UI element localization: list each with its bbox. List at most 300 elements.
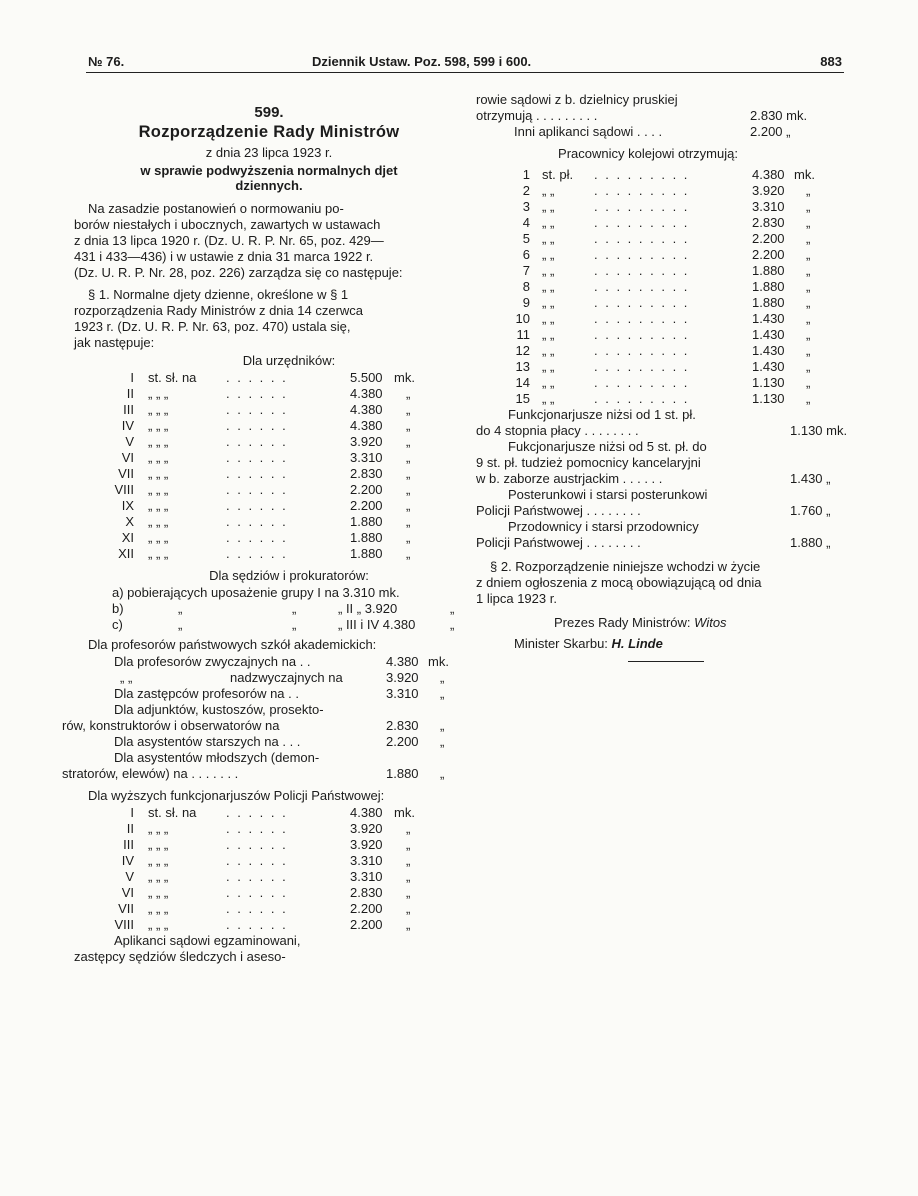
judges-row-a: a) pobierających uposażenie grupy I na 3.310 mk. [112, 585, 400, 600]
leader-dots: . . . . . . [226, 402, 288, 417]
police-grade: VII [118, 901, 134, 916]
officials-row [74, 546, 464, 562]
preamble-line: borów niestałych i ubocznych, zawartych w ustawach [74, 217, 381, 232]
issue-number: № 76. [88, 54, 125, 69]
professors-label: Dla zastępców profesorów na . . [114, 686, 299, 701]
judges-row-letter: b) [112, 601, 124, 616]
officials-label: „ „ „ [148, 402, 169, 417]
officials-value: 1.880 [350, 530, 383, 545]
unit: „ [806, 327, 811, 342]
unit: „ [406, 498, 411, 513]
officials-grade: XI [121, 530, 134, 545]
leader-dots: . . . . . . [226, 546, 288, 561]
officials-row [74, 530, 464, 546]
decree-subject-line-1: w sprawie podwyższenia normalnych djet [140, 163, 398, 178]
unit: „ [406, 821, 411, 836]
railway-label: st. pł. [542, 167, 574, 182]
judges-row-c: „ III i IV 4.380 [338, 617, 416, 632]
railway-grade: 13 [515, 359, 530, 374]
unit: „ [406, 418, 411, 433]
railway-grade: 14 [515, 375, 530, 390]
unit: „ [406, 885, 411, 900]
police-row [74, 885, 464, 901]
unit: „ [406, 514, 411, 529]
decree-number: 599. [254, 104, 284, 121]
railway-label: „ „ [542, 263, 555, 278]
leader-dots: . . . . . . [226, 386, 288, 401]
decree-subject-line-2: dziennych. [235, 178, 303, 193]
unit: „ [806, 279, 811, 294]
professors-label: rów, konstruktorów i obserwatorów na [62, 718, 280, 733]
unit: „ [806, 391, 811, 406]
police-grade: I [130, 805, 134, 820]
railway-grade: 9 [522, 295, 530, 310]
officials-label: „ „ „ [148, 546, 169, 561]
leader-dots: . . . . . . [226, 901, 288, 916]
railway-grade: 5 [522, 231, 530, 246]
unit: mk. [428, 654, 449, 669]
officials-grade: V [125, 434, 134, 449]
railway-extra-line: Posterunkowi i starsi posterunkowi [508, 487, 708, 502]
police-value: 3.920 [350, 837, 383, 852]
railway-row [476, 167, 860, 183]
police-value: 2.200 [350, 917, 383, 932]
police-row [74, 917, 464, 933]
railway-label: „ „ [542, 311, 555, 326]
railway-row [476, 327, 860, 343]
leader-dots: . . . . . . . . . [594, 343, 690, 358]
unit: mk. [394, 805, 415, 820]
railway-value: 3.920 [752, 183, 785, 198]
continuation-line: Inni aplikanci sądowi . . . . [514, 124, 663, 139]
officials-table [74, 370, 464, 562]
ditto-mark: „ [178, 601, 183, 616]
unit: „ [406, 434, 411, 449]
police-grade: III [123, 837, 134, 852]
railway-row [476, 279, 860, 295]
paragraph-1-line: jak następuje: [74, 335, 155, 350]
leader-dots: . . . . . . . . . [594, 263, 690, 278]
preamble-line: (Dz. U. R. P. Nr. 28, poz. 226) zarządza się co następuje: [74, 265, 403, 280]
unit: „ [406, 917, 411, 932]
police-label: „ „ „ [148, 885, 169, 900]
railway-row [476, 311, 860, 327]
unit: mk. [794, 167, 815, 182]
railway-extra-line: do 4 stopnia płacy . . . . . . . . [476, 423, 639, 438]
officials-value: 1.880 [350, 546, 383, 561]
unit: „ [806, 183, 811, 198]
police-table [74, 805, 464, 933]
railway-extra-line: Przodownicy i starsi przodownicy [508, 519, 699, 534]
professors-value: 2.200 [386, 734, 419, 749]
officials-label: „ „ „ [148, 482, 169, 497]
unit: „ [440, 686, 445, 701]
leader-dots: . . . . . . . . . [594, 359, 690, 374]
judges-list [74, 585, 464, 633]
railway-label: „ „ [542, 359, 555, 374]
officials-label: „ „ „ [148, 386, 169, 401]
leader-dots: . . . . . . . . . [594, 183, 690, 198]
railway-heading: Pracownicy kolejowi otrzymują: [558, 146, 738, 161]
page-header [86, 54, 844, 73]
railway-value: 1.430 [752, 311, 785, 326]
railway-extra-value: 1.880 „ [790, 535, 831, 550]
professors-list [62, 654, 464, 782]
officials-row [74, 434, 464, 450]
leader-dots: . . . . . . [226, 917, 288, 932]
professors-value: 4.380 [386, 654, 419, 669]
paragraph-2-line: z dniem ogłoszenia z mocą obowiązującą od dnia [476, 575, 762, 590]
ditto-mark: „ [292, 601, 297, 616]
railway-value: 1.880 [752, 263, 785, 278]
officials-grade: IV [121, 418, 134, 433]
railway-label: „ „ [542, 295, 555, 310]
unit: „ [406, 466, 411, 481]
railway-label: „ „ [542, 247, 555, 262]
officials-grade: VII [118, 466, 134, 481]
unit: „ [806, 359, 811, 374]
railway-grade: 7 [522, 263, 530, 278]
railway-value: 1.130 [752, 391, 785, 406]
unit: „ [806, 375, 811, 390]
officials-grade: VIII [114, 482, 134, 497]
officials-row [74, 386, 464, 402]
railway-row [476, 183, 860, 199]
ditto-mark: „ [292, 617, 297, 632]
railway-label: „ „ [542, 183, 555, 198]
leader-dots: . . . . . . . . . [594, 279, 690, 294]
continuation-line: otrzymują . . . . . . . . . [476, 108, 598, 123]
paragraph-2 [476, 559, 860, 607]
railway-row [476, 343, 860, 359]
railway-grade: 11 [516, 327, 530, 342]
unit: „ [406, 853, 411, 868]
ditto-mark: „ [450, 617, 455, 632]
leader-dots: . . . . . . . . . [594, 199, 690, 214]
professors-label: Dla profesorów zwyczajnych na . . [114, 654, 311, 669]
railway-grade: 6 [522, 247, 530, 262]
unit: „ [806, 231, 811, 246]
paragraph-1-line: 1923 r. (Dz. U. R. P. Nr. 63, poz. 470) ustala się, [74, 319, 351, 334]
police-value: 3.920 [350, 821, 383, 836]
police-grade: IV [121, 853, 134, 868]
police-row [74, 901, 464, 917]
leader-dots: . . . . . . [226, 514, 288, 529]
leader-dots: . . . . . . . . . [594, 391, 690, 406]
unit: „ [406, 901, 411, 916]
railway-extra-line: Policji Państwowej . . . . . . . . [476, 535, 641, 550]
signature-prime-minister [476, 615, 860, 630]
railway-value: 1.880 [752, 295, 785, 310]
officials-label: st. sł. na [148, 370, 197, 385]
officials-value: 2.200 [350, 482, 383, 497]
officials-value: 3.920 [350, 434, 383, 449]
railway-value: 1.430 [752, 327, 785, 342]
police-label: „ „ „ [148, 901, 169, 916]
railway-label: „ „ [542, 343, 555, 358]
officials-label: „ „ „ [148, 434, 169, 449]
railway-row [476, 295, 860, 311]
railway-grade: 1 [522, 167, 530, 182]
officials-heading: Dla urzędników: [242, 353, 336, 368]
unit: „ [406, 482, 411, 497]
officials-label: „ „ „ [148, 418, 169, 433]
leader-dots: . . . . . . . . . [594, 375, 690, 390]
railway-grade: 15 [515, 391, 530, 406]
railway-row [476, 263, 860, 279]
leader-dots: . . . . . . . . . [594, 167, 690, 182]
railway-grade: 3 [522, 199, 530, 214]
railway-value: 2.830 [752, 215, 785, 230]
railway-value: 2.200 [752, 231, 785, 246]
officials-grade: VI [121, 450, 134, 465]
police-value: 2.830 [350, 885, 383, 900]
unit: „ [440, 766, 445, 781]
officials-label: „ „ „ [148, 466, 169, 481]
professors-label: Dla asystentów starszych na . . . [114, 734, 301, 749]
officials-grade: IX [121, 498, 134, 513]
unit: „ [440, 734, 445, 749]
page-number: 883 [820, 54, 842, 69]
continuation-value: 2.830 mk. [750, 108, 808, 123]
leader-dots: . . . . . . [226, 466, 288, 481]
paragraph-2-line: § 2. Rozporządzenie niniejsze wchodzi w życie [490, 559, 761, 574]
railway-row [476, 231, 860, 247]
officials-grade: X [125, 514, 134, 529]
leader-dots: . . . . . . . . . [594, 327, 690, 342]
paragraph-1-line: § 1. Normalne djety dzienne, określone w § 1 [88, 287, 349, 302]
leader-dots: . . . . . . . . . [594, 295, 690, 310]
officials-value: 4.380 [350, 402, 383, 417]
professors-value: 1.880 [386, 766, 419, 781]
officials-row [74, 482, 464, 498]
railway-grade: 8 [522, 279, 530, 294]
police-label: st. sł. na [148, 805, 197, 820]
professors-label: Dla asystentów młodszych (demon- [114, 750, 320, 765]
unit: „ [406, 450, 411, 465]
paragraph-1 [74, 287, 464, 351]
railway-grade: 2 [522, 183, 530, 198]
railway-label: „ „ [542, 279, 555, 294]
police-label: „ „ „ [148, 917, 169, 932]
leader-dots: . . . . . . [226, 434, 288, 449]
officials-value: 3.310 [350, 450, 383, 465]
officials-value: 4.380 [350, 386, 383, 401]
railway-grade: 12 [515, 343, 530, 358]
leader-dots: . . . . . . . . . [594, 231, 690, 246]
railway-label: „ „ [542, 199, 555, 214]
paragraph-1-line: rozporządzenia Rady Ministrów z dnia 14 czerwca [74, 303, 364, 318]
railway-extra-value: 1.430 „ [790, 471, 831, 486]
railway-extra-value: 1.130 mk. [790, 423, 848, 438]
officials-row [74, 370, 464, 386]
unit: „ [406, 386, 411, 401]
railway-value: 3.310 [752, 199, 785, 214]
railway-grade: 10 [515, 311, 530, 326]
police-grade: VI [121, 885, 134, 900]
police-grade: II [126, 821, 134, 836]
unit: mk. [394, 370, 415, 385]
closing-rule [628, 661, 704, 662]
railway-value: 1.430 [752, 359, 785, 374]
preamble-line: 431 i 433—436) i w ustawie z dnia 31 marca 1922 r. [74, 249, 374, 264]
railway-label: „ „ [542, 215, 555, 230]
police-grade: V [125, 869, 134, 884]
leader-dots: . . . . . . . . . [594, 311, 690, 326]
continuation-line: rowie sądowi z b. dzielnicy pruskiej [476, 92, 678, 107]
railway-row [476, 359, 860, 375]
unit: „ [406, 869, 411, 884]
preamble [74, 201, 464, 281]
railway-grade: 4 [522, 215, 530, 230]
ditto-mark: „ [178, 617, 183, 632]
officials-value: 2.200 [350, 498, 383, 513]
professors-value: 2.830 [386, 718, 419, 733]
unit: „ [406, 546, 411, 561]
railway-value: 2.200 [752, 247, 785, 262]
ditto-mark: „ „ [120, 670, 133, 685]
leader-dots: . . . . . . . . . [594, 215, 690, 230]
judges-row-letter: c) [112, 617, 123, 632]
railway-extra-line: w b. zaborze austrjackim . . . . . . [476, 471, 663, 486]
left-column [62, 96, 464, 965]
trailing-line: Aplikanci sądowi egzaminowani, [114, 933, 301, 948]
police-row [74, 853, 464, 869]
judges-row-b: „ II „ 3.920 [338, 601, 398, 616]
railway-extra-line: Funkcjonarjusze niżsi od 1 st. pł. [508, 407, 696, 422]
unit: „ [440, 718, 445, 733]
officials-row [74, 466, 464, 482]
signature-role: Minister Skarbu: [514, 636, 608, 651]
police-value: 3.310 [350, 853, 383, 868]
police-label: „ „ „ [148, 837, 169, 852]
unit: „ [806, 215, 811, 230]
judges-heading: Dla sędziów i prokuratorów: [209, 568, 369, 583]
officials-row [74, 514, 464, 530]
officials-row [74, 498, 464, 514]
police-label: „ „ „ [148, 853, 169, 868]
officials-label: „ „ „ [148, 530, 169, 545]
officials-grade: III [123, 402, 134, 417]
unit: „ [806, 295, 811, 310]
unit: „ [440, 670, 445, 685]
railway-extra-value: 1.760 „ [790, 503, 831, 518]
right-column [476, 92, 860, 662]
officials-value: 2.830 [350, 466, 383, 481]
officials-value: 5.500 [350, 370, 383, 385]
professors-label: stratorów, elewów) na . . . . . . . [62, 766, 239, 781]
railway-extra-line: Fukcjonarjusze niżsi od 5 st. pł. do [508, 439, 707, 454]
railway-row [476, 375, 860, 391]
signature-name: H. Linde [611, 636, 663, 651]
preamble-line: Na zasadzie postanowień o normowaniu po- [88, 201, 344, 216]
officials-label: „ „ „ [148, 514, 169, 529]
police-row [74, 821, 464, 837]
officials-grade: XII [118, 546, 134, 561]
unit: „ [806, 199, 811, 214]
trailing-line: zastępcy sędziów śledczych i aseso- [74, 949, 286, 964]
leader-dots: . . . . . . [226, 821, 288, 836]
railway-label: „ „ [542, 231, 555, 246]
officials-value: 1.880 [350, 514, 383, 529]
unit: „ [806, 263, 811, 278]
railway-value: 1.130 [752, 375, 785, 390]
officials-row [74, 450, 464, 466]
police-row [74, 837, 464, 853]
police-value: 4.380 [350, 805, 383, 820]
railway-row [476, 199, 860, 215]
ditto-mark: „ [450, 601, 455, 616]
railway-extra-line: 9 st. pł. tudzież pomocnicy kancelaryjni [476, 455, 701, 470]
leader-dots: . . . . . . [226, 370, 288, 385]
railway-label: „ „ [542, 327, 555, 342]
leader-dots: . . . . . . [226, 837, 288, 852]
police-heading: Dla wyższych funkcjonarjuszów Policji Państwowej: [88, 788, 385, 803]
leader-dots: . . . . . . [226, 530, 288, 545]
officials-grade: I [130, 370, 134, 385]
railway-label: „ „ [542, 391, 555, 406]
railway-label: „ „ [542, 375, 555, 390]
signature-role: Prezes Rady Ministrów: [554, 615, 691, 630]
officials-label: „ „ „ [148, 450, 169, 465]
police-label: „ „ „ [148, 869, 169, 884]
professors-heading: Dla profesorów państwowych szkół akademickich: [88, 637, 377, 652]
railway-row [476, 391, 860, 407]
railway-table [476, 167, 860, 407]
paragraph-2-line: 1 lipca 1923 r. [476, 591, 557, 606]
unit: „ [806, 247, 811, 262]
police-value: 2.200 [350, 901, 383, 916]
professors-value: 3.310 [386, 686, 419, 701]
leader-dots: . . . . . . [226, 805, 288, 820]
police-grade: VIII [114, 917, 134, 932]
officials-grade: II [126, 386, 134, 401]
professors-label: nadzwyczajnych na [230, 670, 343, 685]
police-value: 3.310 [350, 869, 383, 884]
leader-dots: . . . . . . [226, 450, 288, 465]
railway-value: 4.380 [752, 167, 785, 182]
officials-label: „ „ „ [148, 498, 169, 513]
signature-name: Witos [694, 615, 727, 630]
railway-extra [476, 407, 860, 551]
journal-title: Dziennik Ustaw. Poz. 598, 599 i 600. [312, 54, 532, 69]
unit: „ [806, 343, 811, 358]
officials-row [74, 418, 464, 434]
unit: „ [406, 402, 411, 417]
leader-dots: . . . . . . [226, 853, 288, 868]
decree-title: Rozporządzenie Rady Ministrów [138, 123, 400, 141]
railway-row [476, 215, 860, 231]
continuation-value: 2.200 „ [750, 124, 791, 139]
police-label: „ „ „ [148, 821, 169, 836]
officials-value: 4.380 [350, 418, 383, 433]
railway-value: 1.880 [752, 279, 785, 294]
unit: „ [806, 311, 811, 326]
leader-dots: . . . . . . [226, 498, 288, 513]
decree-date: z dnia 23 lipca 1923 r. [205, 145, 333, 160]
police-row [74, 869, 464, 885]
unit: „ [406, 837, 411, 852]
officials-row [74, 402, 464, 418]
railway-value: 1.430 [752, 343, 785, 358]
professors-value: 3.920 [386, 670, 419, 685]
leader-dots: . . . . . . . . . [594, 247, 690, 262]
railway-extra-line: Policji Państwowej . . . . . . . . [476, 503, 641, 518]
leader-dots: . . . . . . [226, 869, 288, 884]
railway-row [476, 247, 860, 263]
leader-dots: . . . . . . [226, 482, 288, 497]
leader-dots: . . . . . . [226, 885, 288, 900]
